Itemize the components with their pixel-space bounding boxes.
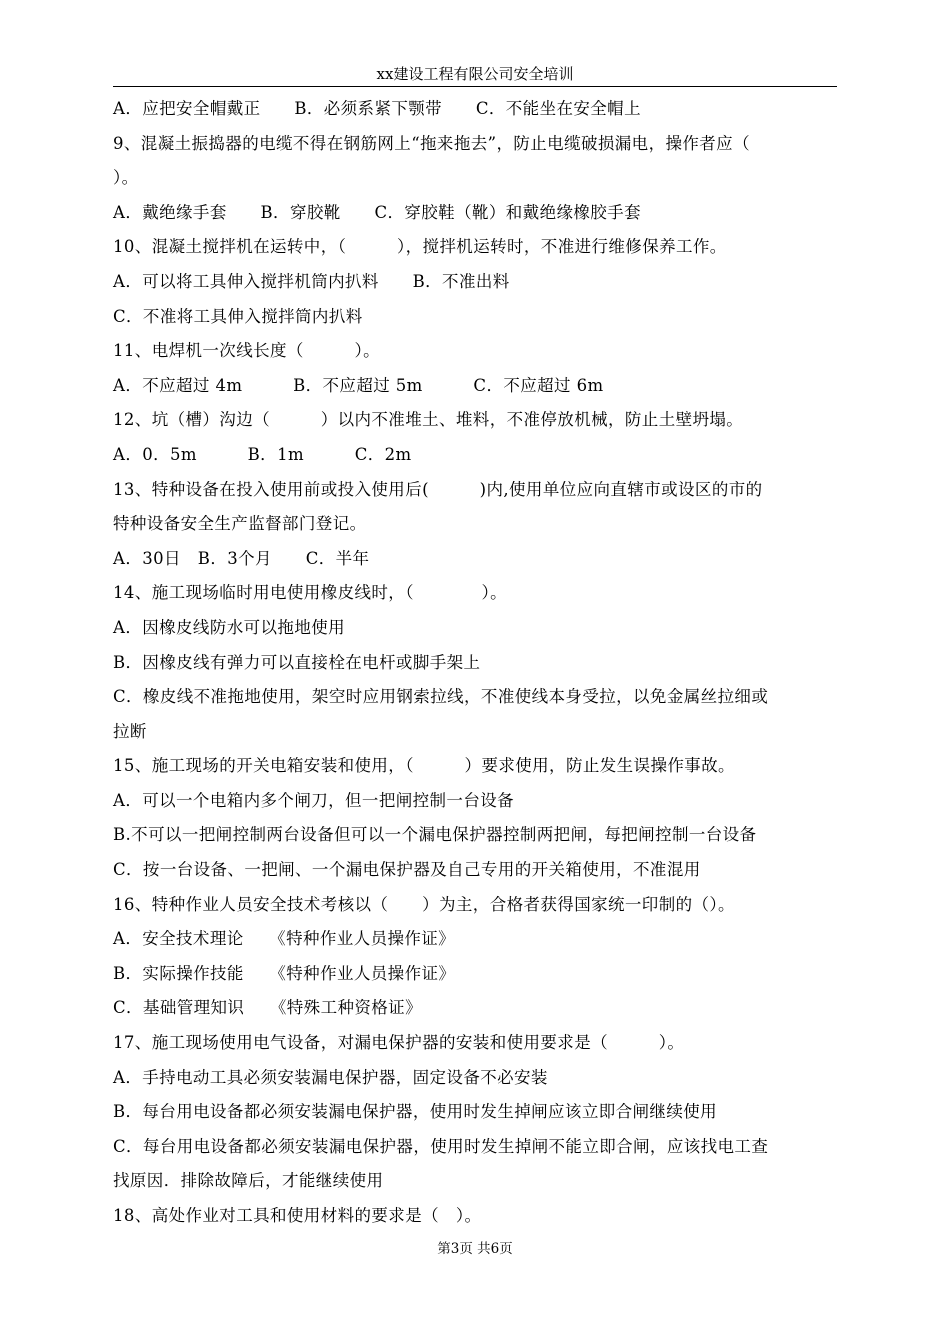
text-line: A．手持电动工具必须安装漏电保护器，固定设备不必安装	[113, 1067, 548, 1087]
text-line: 11、电焊机一次线长度（ ）。	[113, 341, 381, 361]
text-line: B．每台用电设备都必须安装漏电保护器，使用时发生掉闸应该立即合闸继续使用	[113, 1102, 718, 1122]
text-line: A．30日 B．3个月 C．半年	[113, 548, 370, 568]
text-line: A．不应超过 4m B．不应超过 5m C．不应超过 6m	[113, 375, 604, 395]
text-line: A．可以一个电箱内多个闸刀，但一把闸控制一台设备	[113, 790, 515, 810]
text-line: A．0．5m B．1m C．2m	[113, 444, 412, 464]
text-line: ）。	[113, 168, 139, 188]
text-line: 拉断	[113, 721, 147, 741]
text-line: C．按一台设备、一把闸、一个漏电保护器及自己专用的开关箱使用，不准混用	[113, 860, 701, 880]
text-line: A．可以将工具伸入搅拌机筒内扒料 B．不准出料	[113, 271, 510, 291]
text-line: C．每台用电设备都必须安装漏电保护器，使用时发生掉闸不能立即合闸，应该找电工查	[113, 1136, 769, 1156]
text-line: A．因橡皮线防水可以拖地使用	[113, 617, 346, 637]
text-line: C．橡皮线不准拖地使用，架空时应用钢索拉线，不准使线本身受拉，以免金属丝拉细或	[113, 687, 769, 707]
text-line: C．基础管理知识 《特殊工种资格证》	[113, 998, 422, 1018]
question-body	[113, 92, 839, 1234]
text-line: 特种设备安全生产监督部门登记。	[113, 514, 367, 534]
text-line: B.不可以一把闸控制两台设备但可以一个漏电保护器控制两把闸，每把闸控制一台设备	[113, 825, 757, 845]
text-line: 9、混凝土振捣器的电缆不得在钢筋网上“拖来拖去”，防止电缆破损漏电，操作者应（	[113, 133, 750, 153]
text-line: 17、施工现场使用电气设备，对漏电保护器的安装和使用要求是（ ）。	[113, 1033, 685, 1053]
text-line: A．安全技术理论 《特种作业人员操作证》	[113, 929, 456, 949]
text-line: C．不准将工具伸入搅拌筒内扒料	[113, 306, 363, 326]
text-line: B．因橡皮线有弹力可以直接栓在电杆或脚手架上	[113, 652, 481, 672]
text-line: 16、特种作业人员安全技术考核以（ ）为主，合格者获得国家统一印制的（）。	[113, 894, 735, 914]
text-line: 15、施工现场的开关电箱安装和使用，（ ）要求使用，防止发生误操作事故。	[113, 756, 735, 776]
page-number: 第3页 共6页	[437, 1241, 513, 1257]
text-line: 12、坑（槽）沟边（ ）以内不准堆土、堆料，不准停放机械，防止土壁坍塌。	[113, 410, 744, 430]
text-line: 14、施工现场临时用电使用橡皮线时，（ ）。	[113, 583, 507, 603]
text-line: 13、特种设备在投入使用前或投入使用后( )内,使用单位应向直辖市或设区的市的	[113, 479, 763, 499]
text-line: 18、高处作业对工具和使用材料的要求是（ ）。	[113, 1206, 482, 1225]
text-line: 10、混凝土搅拌机在运转中，（ ），搅拌机运转时，不准进行维修保养工作。	[113, 237, 727, 257]
text-line: 找原因．排除故障后，才能继续使用	[113, 1171, 384, 1191]
header-divider	[113, 86, 837, 87]
text-line: B．实际操作技能 《特种作业人员操作证》	[113, 963, 456, 983]
text-line: A．戴绝缘手套 B．穿胶靴 C．穿胶鞋（靴）和戴绝缘橡胶手套	[113, 202, 641, 222]
page-header-title: xx建设工程有限公司安全培训	[376, 65, 574, 83]
text-line: A．应把安全帽戴正 B．必须系紧下颚带 C．不能坐在安全帽上	[113, 99, 641, 118]
